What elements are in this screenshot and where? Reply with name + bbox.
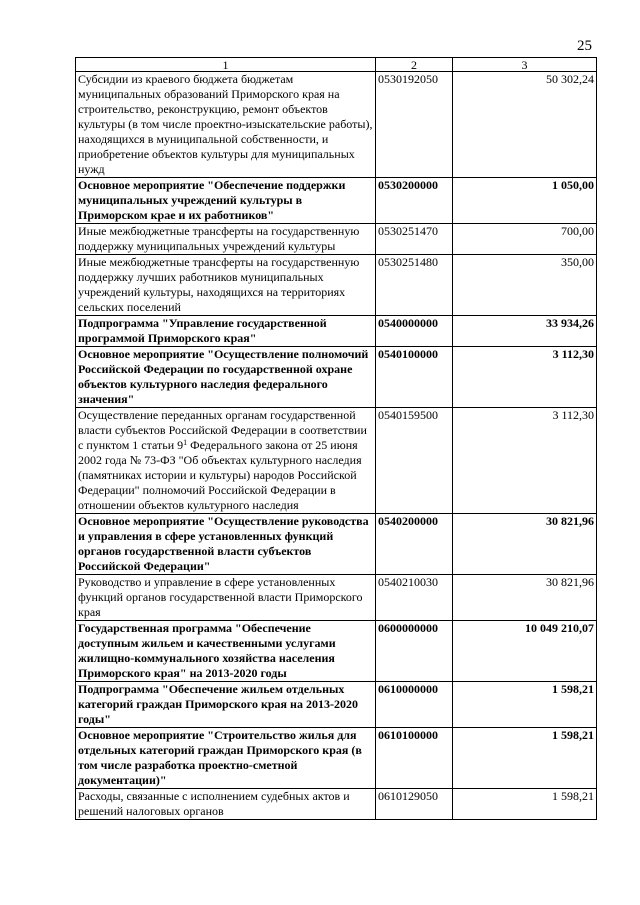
row-amount: 3 112,30 <box>453 408 597 514</box>
row-amount: 1 050,00 <box>453 178 597 224</box>
table-row <box>76 347 597 408</box>
row-name: Руководство и управление в сфере установленных функций органов государственной власти Приморского края <box>76 575 376 621</box>
table-header-row <box>76 58 597 72</box>
row-code: 0530192050 <box>376 72 453 178</box>
row-code: 0530251470 <box>376 224 453 255</box>
row-code: 0610100000 <box>376 728 453 789</box>
row-amount: 30 821,96 <box>453 514 597 575</box>
row-amount: 700,00 <box>453 224 597 255</box>
row-name: Иные межбюджетные трансферты на государственную поддержку лучших работников муниципальных учреждений культуры, находящихся на территориях сельских поселений <box>76 255 376 316</box>
table-row <box>76 408 597 514</box>
row-code: 0540100000 <box>376 347 453 408</box>
row-name: Основное мероприятие "Осуществление руководства и управления в сфере установленных функций органов государственной власти субъектов Российской Федерации" <box>76 514 376 575</box>
table-row <box>76 316 597 347</box>
row-code: 0540159500 <box>376 408 453 514</box>
row-name: Субсидии из краевого бюджета бюджетам муниципальных образований Приморского края на строительство, реконструкцию, ремонт объектов культуры (в том числе проектно-изыскательские работы), находящихся в муниципальной собственности, и приобретение объектов культуры для муниципальных нужд <box>76 72 376 178</box>
row-code: 0600000000 <box>376 621 453 682</box>
row-name: Подпрограмма "Обеспечение жильем отдельных категорий граждан Приморского края на 2013-2020 годы" <box>76 682 376 728</box>
row-amount: 350,00 <box>453 255 597 316</box>
row-code: 0530200000 <box>376 178 453 224</box>
row-code: 0540210030 <box>376 575 453 621</box>
row-code: 0530251480 <box>376 255 453 316</box>
table-row <box>76 514 597 575</box>
table-row <box>76 621 597 682</box>
table-row <box>76 789 597 820</box>
table-row <box>76 682 597 728</box>
row-name: Основное мероприятие "Обеспечение поддержки муниципальных учреждений культуры в Приморском крае и их работников" <box>76 178 376 224</box>
row-amount: 3 112,30 <box>453 347 597 408</box>
row-amount: 1 598,21 <box>453 789 597 820</box>
table-row <box>76 255 597 316</box>
row-name: Осуществление переданных органам государственной власти субъектов Российской Федерации в соответствии с пунктом 1 статьи $9^1$ Федерального закона от 25 июня 2002 года № 73-ФЗ "Об объектах культурного наследия (памятниках истории и культуры) народов Российской Федерации" полномочий Российской Федерации в отношении объектов культурного наследия <box>76 408 376 514</box>
table-row <box>76 728 597 789</box>
row-amount: 10 049 210,07 <box>453 621 597 682</box>
row-name: Иные межбюджетные трансферты на государственную поддержку муниципальных учреждений культуры <box>76 224 376 255</box>
table-row <box>76 178 597 224</box>
row-code: 0540000000 <box>376 316 453 347</box>
page-number: 25 <box>577 38 592 54</box>
row-code: 0610000000 <box>376 682 453 728</box>
column-header-amount: 3 <box>453 58 597 72</box>
table-row <box>76 575 597 621</box>
row-name: Расходы, связанные с исполнением судебных актов и решений налоговых органов <box>76 789 376 820</box>
budget-table <box>75 57 597 820</box>
row-name: Основное мероприятие "Строительство жилья для отдельных категорий граждан Приморского края (в том числе разработка проектно-сметной документации)" <box>76 728 376 789</box>
row-name: Государственная программа "Обеспечение доступным жильем и качественными услугами жилищно-коммунального хозяйства населения Приморского края" на 2013-2020 годы <box>76 621 376 682</box>
row-name: Подпрограмма "Управление государственной программой Приморского края" <box>76 316 376 347</box>
row-code: 0610129050 <box>376 789 453 820</box>
row-amount: 50 302,24 <box>453 72 597 178</box>
row-amount: 30 821,96 <box>453 575 597 621</box>
table-row <box>76 72 597 178</box>
row-amount: 1 598,21 <box>453 728 597 789</box>
row-amount: 1 598,21 <box>453 682 597 728</box>
column-header-code: 2 <box>376 58 453 72</box>
row-code: 0540200000 <box>376 514 453 575</box>
table-row <box>76 224 597 255</box>
column-header-name: 1 <box>76 58 376 72</box>
row-amount: 33 934,26 <box>453 316 597 347</box>
row-name: Основное мероприятие "Осуществление полномочий Российской Федерации по государственной охране объектов культурного наследия федерального значения" <box>76 347 376 408</box>
